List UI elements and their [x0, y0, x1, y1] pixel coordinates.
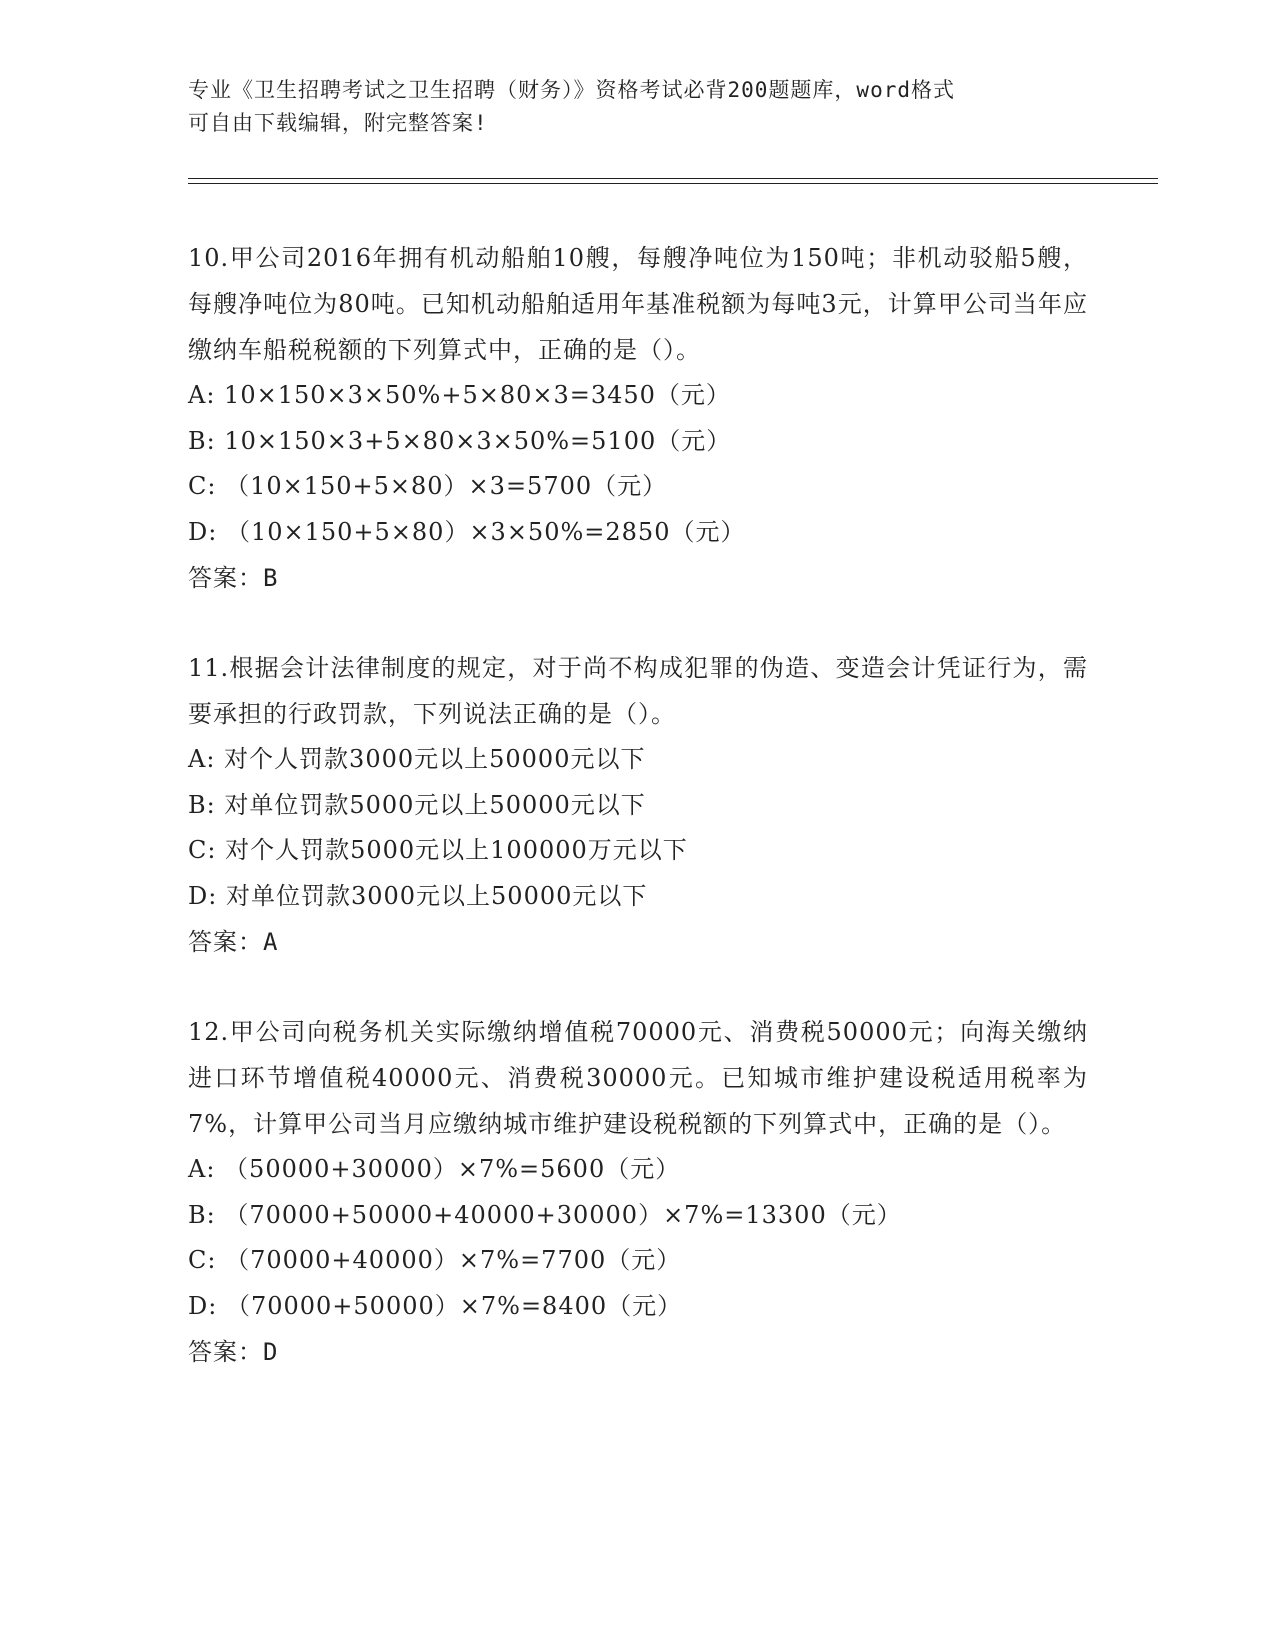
option-a: A: （50000+30000）×7%=5600（元） — [188, 1155, 681, 1183]
option-a: A: 10×150×3×50%+5×80×3=3450（元） — [188, 381, 731, 409]
option-c: C: 对个人罚款5000元以上100000万元以下 — [188, 836, 688, 864]
option-c: C: （10×150+5×80）×3=5700（元） — [188, 472, 668, 500]
question-11 — [188, 645, 1088, 965]
header-rule-top — [188, 178, 1158, 179]
question-text: 10.甲公司2016年拥有机动船舶10艘，每艘净吨位为150吨；非机动驳船5艘，每艘净吨位为80吨。已知机动船舶适用年基准税额为每吨3元，计算甲公司当年应缴纳车船税税额的下列算式中，正确的是（）。 — [188, 244, 1088, 364]
option-d: D: （10×150+5×80）×3×50%=2850（元） — [188, 517, 746, 546]
answer: 答案：D — [188, 1338, 279, 1366]
question-text: 11.根据会计法律制度的规定，对于尚不构成犯罪的伪造、变造会计凭证行为，需要承担的行政罚款，下列说法正确的是（）。 — [188, 654, 1088, 728]
document-header — [188, 74, 1068, 140]
header-line-2: 可自由下载编辑，附完整答案! — [188, 111, 488, 135]
question-10 — [188, 235, 1088, 601]
option-d: D: （70000+50000）×7%=8400（元） — [188, 1291, 683, 1320]
header-line-1: 专业《卫生招聘考试之卫生招聘（财务）》资格考试必背200题题库，word格式 — [188, 78, 955, 102]
question-12 — [188, 1009, 1088, 1375]
option-b: B: 对单位罚款5000元以上50000元以下 — [188, 790, 646, 819]
answer: 答案：A — [188, 928, 279, 956]
option-b: B: 10×150×3+5×80×3×50%=5100（元） — [188, 426, 732, 455]
option-a: A: 对个人罚款3000元以上50000元以下 — [188, 745, 646, 773]
option-c: C: （70000+40000）×7%=7700（元） — [188, 1246, 682, 1274]
header-rule-bottom — [188, 183, 1158, 184]
question-text: 12.甲公司向税务机关实际缴纳增值税70000元、消费税50000元；向海关缴纳进口环节增值税40000元、消费税30000元。已知城市维护建设税适用税率为7%，计算甲公司当月应缴纳城市维护建设税税额的下列算式中，正确的是（）。 — [188, 1018, 1088, 1138]
option-b: B: （70000+50000+40000+30000）×7%=13300（元） — [188, 1200, 902, 1229]
answer: 答案：B — [188, 564, 279, 592]
question-list — [188, 235, 1088, 1419]
option-d: D: 对单位罚款3000元以上50000元以下 — [188, 881, 648, 910]
